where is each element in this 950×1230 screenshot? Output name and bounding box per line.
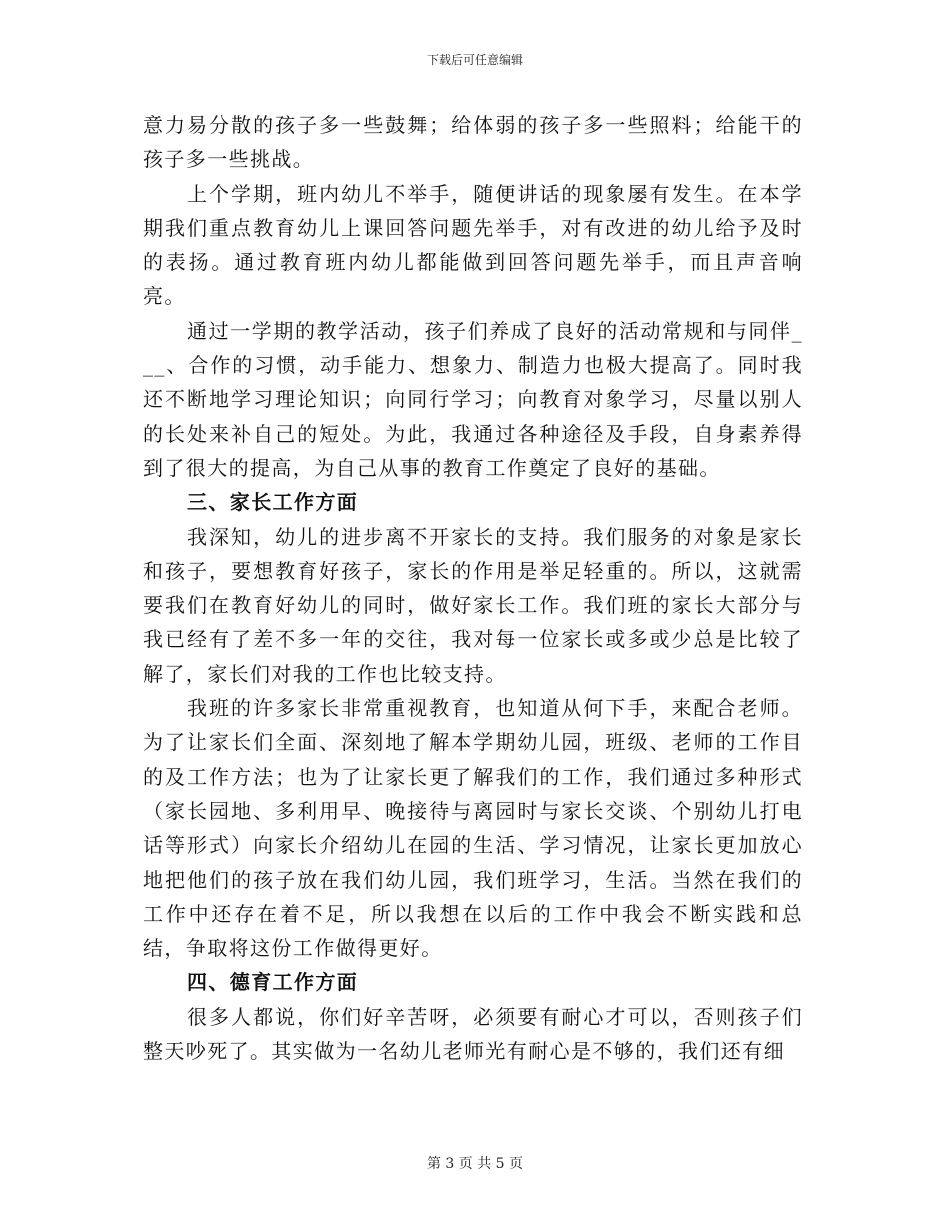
document-body — [143, 108, 803, 1068]
paragraph: 很多人都说，你们好辛苦呀，必须要有耐心才可以，否则孩子们整天吵死了。其实做为一名幼儿老师光有耐心是不够的，我们还有细 — [143, 1004, 803, 1064]
paragraph: 上个学期，班内幼儿不举手，随便讲话的现象屡有发生。在本学期我们重点教育幼儿上课回答问题先举手，对有改进的幼儿给予及时的表扬。通过教育班内幼儿都能做到回答问题先举手，而且声音响亮。 — [143, 181, 803, 309]
section-heading-moral-education: 四、德育工作方面 — [187, 970, 359, 995]
page-number: 第 3 页 共 5 页 — [426, 1156, 524, 1172]
page-header: 下载后可任意编辑 — [426, 53, 523, 67]
paragraph: 我班的许多家长非常重视教育，也知道从何下手，来配合老师。为了让家长们全面、深刻地了解本学期幼儿园，班级、老师的工作目的及工作方法；也为了让家长更了解我们的工作，我们通过多种形式（家长园地、多利用早、晚接待与离园时与家长交谈、个别幼儿打电话等形式）向家长介绍幼儿在园的生活、学习情况，让家长更加放心地把他们的孩子放在我们幼儿园，我们班学习，生活。当然在我们的工作中还存在着不足，所以我想在以后的工作中我会不断实践和总结，争取将这份工作做得更好。 — [143, 696, 803, 961]
section-heading-parents: 三、家长工作方面 — [187, 490, 359, 515]
paragraph: 我深知，幼儿的进步离不开家长的支持。我们服务的对象是家长和孩子，要想教育好孩子，家长的作用是举足轻重的。所以，这就需要我们在教育好幼儿的同时，做好家长工作。我们班的家长大部分与我已经有了差不多一年的交往，我对每一位家长或多或少总是比较了解了，家长们对我的工作也比较支持。 — [143, 524, 803, 686]
paragraph-continued: 意力易分散的孩子多一些鼓舞；给体弱的孩子多一些照料；给能干的孩子多一些挑战。 — [143, 113, 803, 172]
paragraph: 通过一学期的教学活动，孩子们养成了良好的活动常规和与同伴___、合作的习惯，动手能力、想象力、制造力也极大提高了。同时我还不断地学习理论知识；向同行学习；向教育对象学习，尽量以别人的长处来补自己的短处。为此，我通过各种途径及手段，自身素养得到了很大的提高，为自己从事的教育工作奠定了良好的基础。 — [143, 318, 803, 480]
